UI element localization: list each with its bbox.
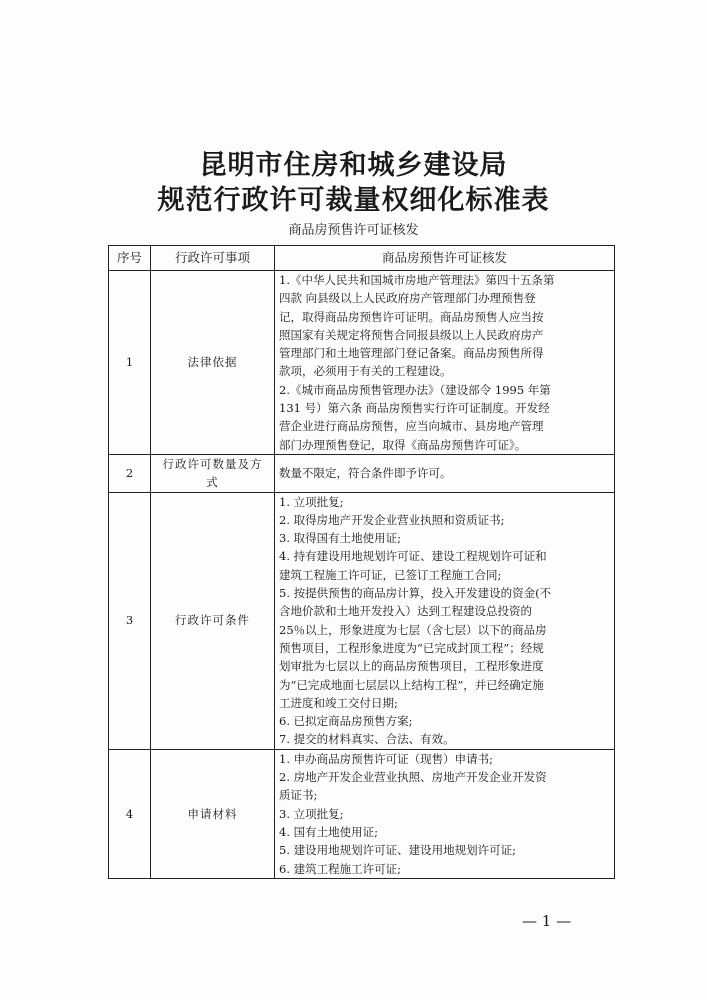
content-line: 25％以上，形象进度为七层（含七层）以下的商品房 xyxy=(279,622,547,637)
content-line: 四款 向县级以上人民政府房产管理部门办理预售登 xyxy=(279,291,536,306)
row-number: 3 xyxy=(109,492,151,749)
content-line: 管理部门和土地管理部门登记备案。商品房预售所得 xyxy=(279,346,544,361)
page-number: — 1 — xyxy=(522,912,572,930)
row-content xyxy=(275,454,615,492)
row-item: 申请材料 xyxy=(151,749,275,878)
content-line: 7. 提交的材料真实、合法、有效。 xyxy=(279,732,455,747)
content-line: 1. 立项批复; xyxy=(279,494,344,509)
table-row xyxy=(109,749,615,878)
content-line: 3. 取得国有土地使用证; xyxy=(279,531,402,546)
row-item xyxy=(151,454,275,492)
content-line: 2. 取得房地产开发企业营业执照和资质证书; xyxy=(279,512,505,527)
item-line: 式 xyxy=(206,475,219,490)
content-line: 照国家有关规定将预售合同报县级以上人民政府房产 xyxy=(279,327,544,342)
content-line: 6. 已拟定商品房预售方案; xyxy=(279,714,413,729)
content-line: 数量不限定，符合条件即予许可。 xyxy=(279,466,452,481)
content-line: 划审批为七层以上的商品房预售项目，工程形象进度 xyxy=(279,659,544,674)
content-line: 1. 申办商品房预售许可证（现售）申请书; xyxy=(279,751,494,766)
content-line: 4. 持有建设用地规划许可证、建设工程规划许可证和 xyxy=(279,549,547,564)
content-line: 2. 房地产开发企业营业执照、房地产开发企业开发资 xyxy=(279,770,547,785)
header-content: 商品房预售许可证核发 xyxy=(275,246,615,271)
content-line: 预售项目，工程形象进度为“已完成封顶工程”；经规 xyxy=(279,640,544,655)
table-row xyxy=(109,492,615,749)
item-line: 行政许可数量及方 xyxy=(162,456,263,471)
content-line: 2.《城市商品房预售管理办法》（建设部令 1995 年第 xyxy=(279,382,551,397)
permit-standards-table xyxy=(108,245,615,879)
table-row xyxy=(109,271,615,455)
content-line: 6. 建筑工程施工许可证; xyxy=(279,861,402,876)
content-line: 营企业进行商品房预售，应当向城市、县房地产管理 xyxy=(279,419,544,434)
content-line: 款项，必须用于有关的工程建设。 xyxy=(279,364,452,379)
content-line: 1.《中华人民共和国城市房地产管理法》第四十五条第 xyxy=(279,273,555,287)
content-line: 4. 国有土地使用证; xyxy=(279,824,379,839)
table-row xyxy=(109,454,615,492)
content-line: 131 号）第六条 商品房预售实行许可证制度。开发经 xyxy=(279,401,550,416)
content-line: 部门办理预售登记，取得《商品房预售许可证》。 xyxy=(279,437,527,452)
content-line: 3. 立项批复; xyxy=(279,806,344,821)
row-item: 法律依据 xyxy=(151,271,275,455)
content-line: 为“已完成地面七层层以上结构工程”，并已经确定施 xyxy=(279,677,544,692)
row-number: 4 xyxy=(109,749,151,878)
row-number: 2 xyxy=(109,454,151,492)
row-content xyxy=(275,492,615,749)
row-item: 行政许可条件 xyxy=(151,492,275,749)
document-title-line2: 规范行政许可裁量权细化标准表 xyxy=(157,185,550,216)
content-line: 质证书; xyxy=(279,788,318,803)
content-line: 建筑工程施工许可证，已签订工程施工合同; xyxy=(279,567,502,582)
row-number: 1 xyxy=(109,271,151,455)
content-line: 工进度和竣工交付日期; xyxy=(279,695,398,710)
table-caption: 商品房预售许可证核发 xyxy=(288,223,419,238)
row-content xyxy=(275,749,615,878)
content-line: 含地价款和土地开发投入）达到工程建设总投资的 xyxy=(279,604,532,619)
content-line: 记，取得商品房预售许可证明。商品房预售人应当按 xyxy=(279,309,544,324)
content-line: 5. 建设用地规划许可证、建设用地规划许可证; xyxy=(279,843,516,858)
content-line: 5. 按提供预售的商品房计算，投入开发建设的资金(不 xyxy=(279,586,552,601)
header-item: 行政许可事项 xyxy=(151,246,275,271)
document-title-line1: 昆明市住房和城乡建设局 xyxy=(199,150,508,181)
table-header-row xyxy=(109,246,615,271)
header-no: 序号 xyxy=(109,246,151,271)
row-content xyxy=(275,271,615,455)
